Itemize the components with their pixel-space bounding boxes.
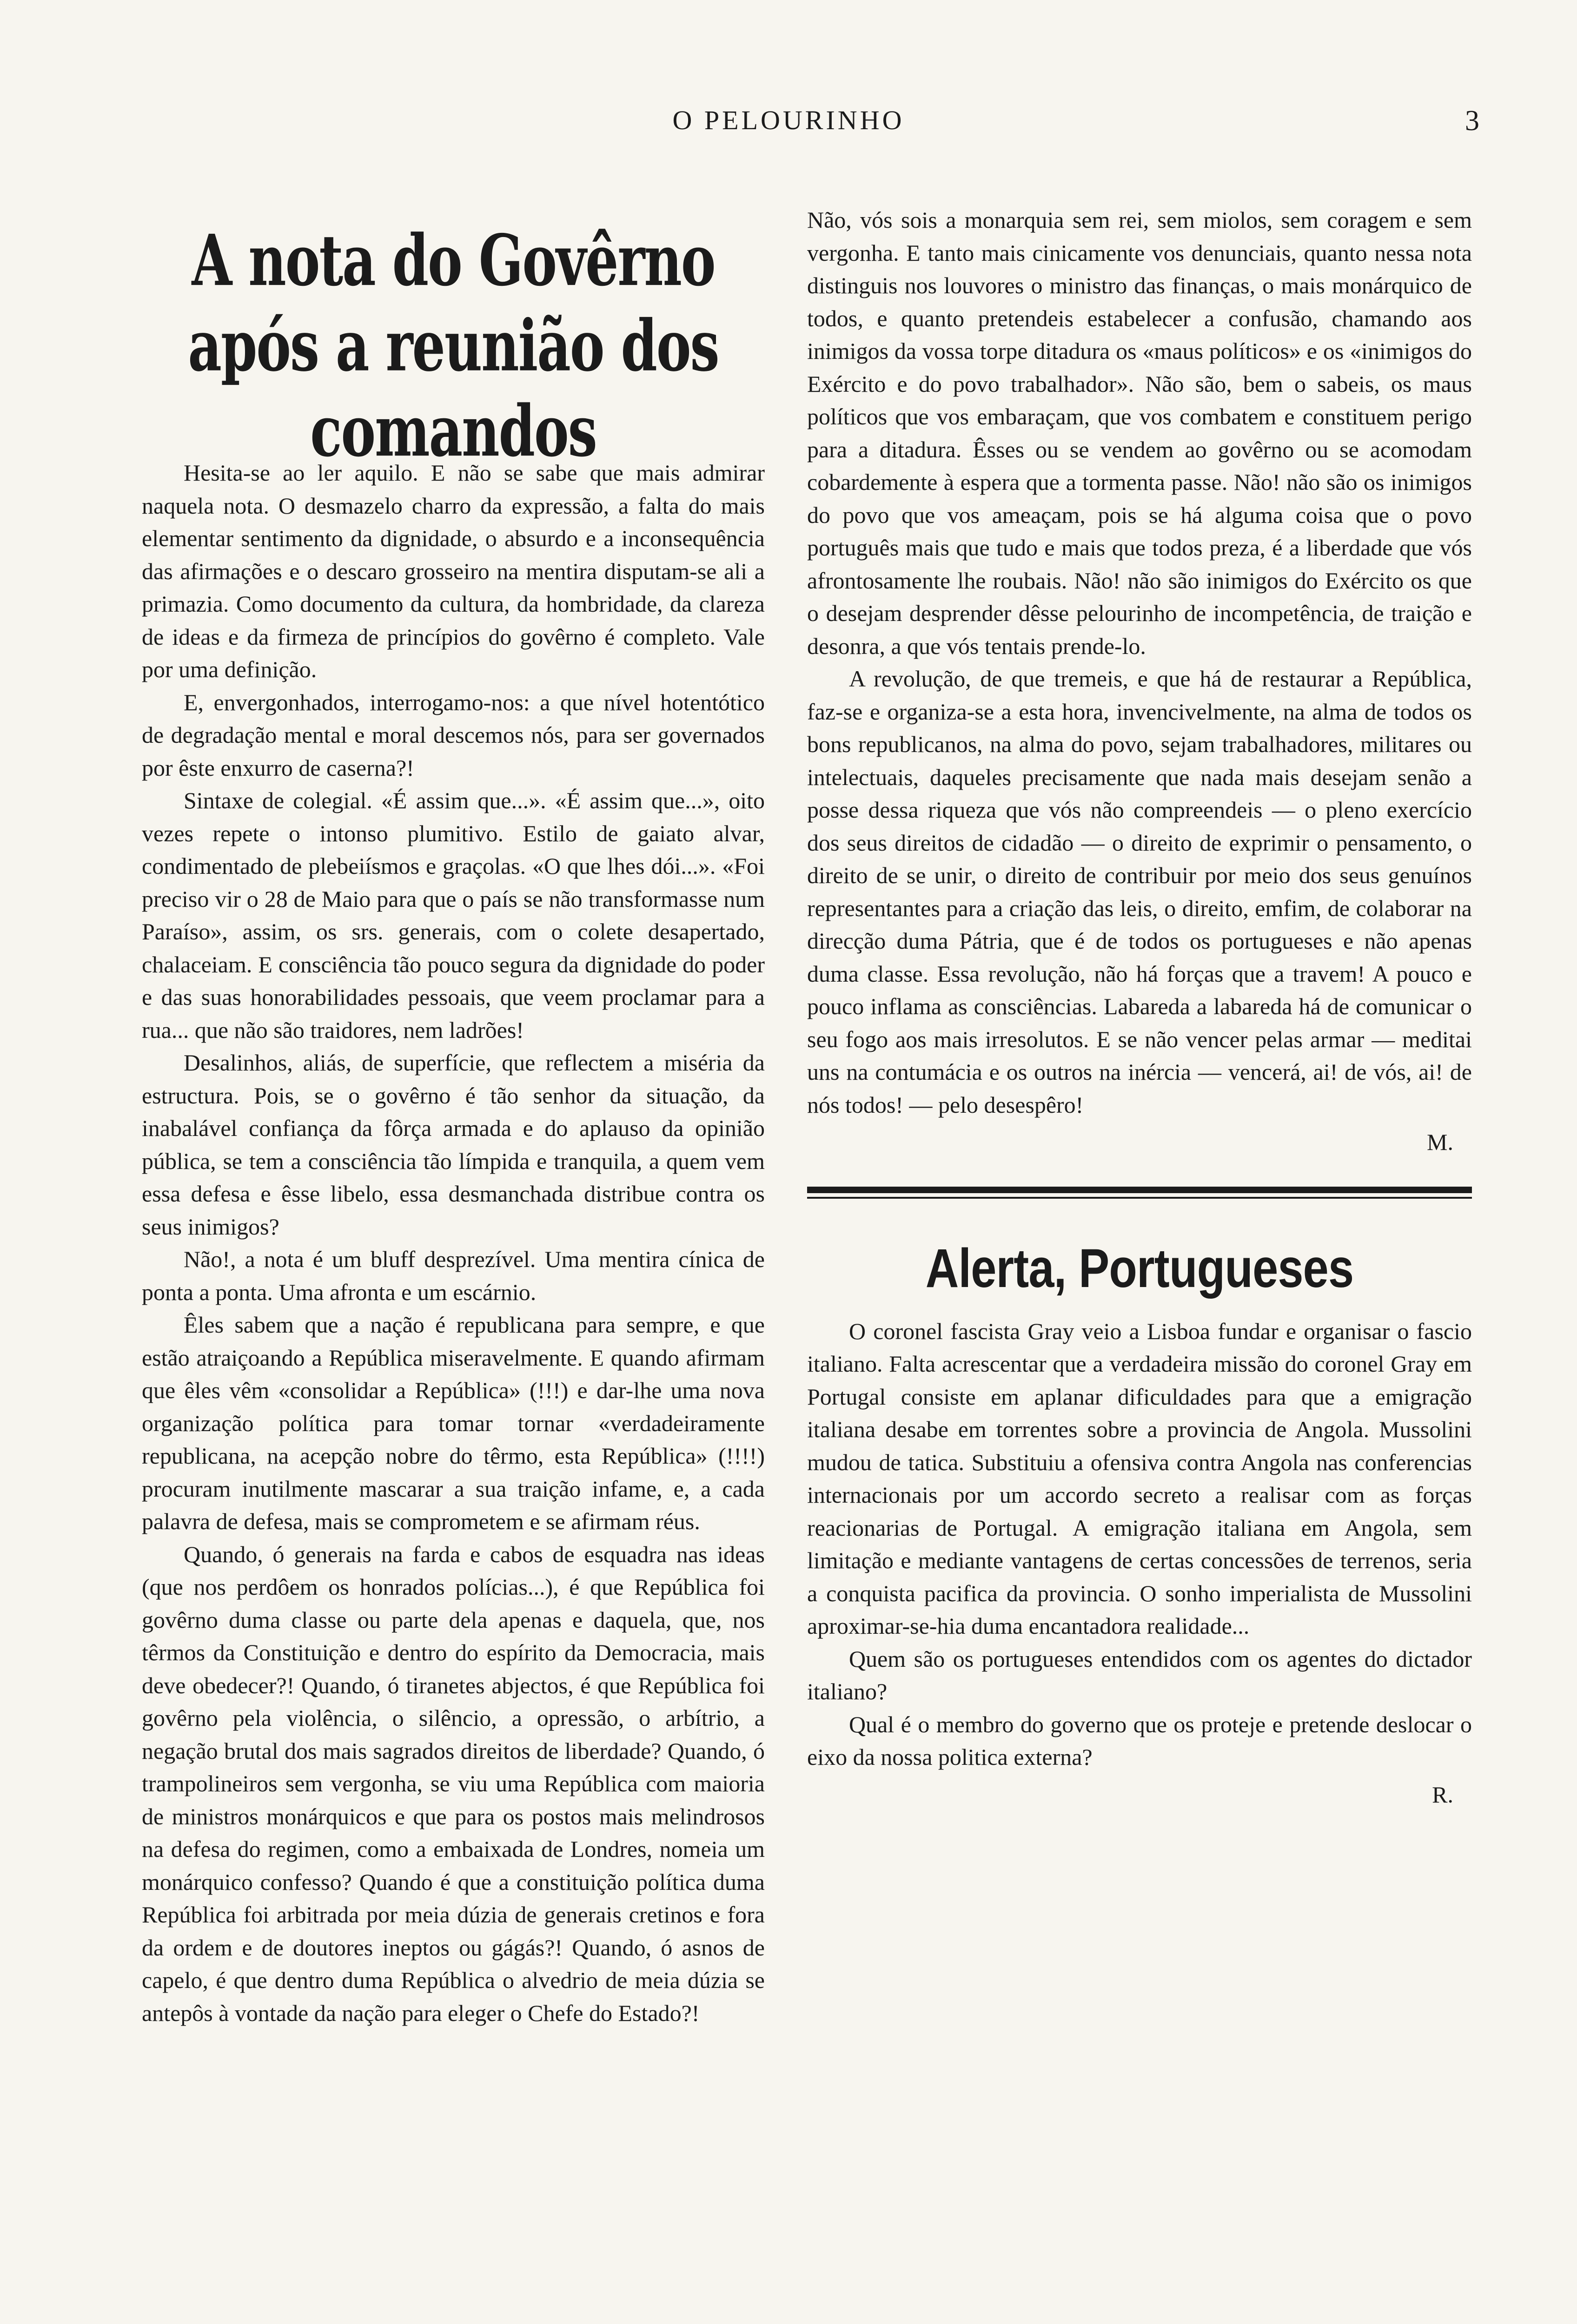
article1-paragraph: Êles sabem que a nação é republicana para sempre, e que estão atraiçoando a República miseravelmente. E quando afirmam que êles vêm «consolidar a República» (!!!) e dar-lhe uma nova organização política para tomar tornar «verdadeiramente republicana, na acepção nobre do têrmo, esta República» (!!!!) procuram inutilmente mascarar a sua traição infame, e, a cada palavra de defesa, mais se comprometem e se afirmam réus. (142, 1312, 765, 1534)
article2-paragraph: O coronel fascista Gray veio a Lisboa fundar e organisar o fascio italiano. Falta acrescentar que a verdadeira missão do coronel Gray em Portugal consiste em aplanar dificuldades para que a emigração italiana desabe em torrentes sobre a provincia de Angola. Mussolini mudou de tatica. Substituiu a ofensiva contra Angola nas conferencias internacionais por um accordo secreto a realisar com as forças reacionarias de Portugal. A emigração italiana em Angola, sem limitação e mediante vantagens de certas concessões de terrenos, seria a conquista pacifica da provincia. O sonho imperialista de Mussolini aproximar-se-hia duma encantadora realidade... (807, 1318, 1472, 1639)
article1-paragraph: Desalinhos, aliás, de superfície, que reflectem a miséria da estructura. Pois, se o govêrno é tão senhor da situação, da inabalável confiança da fôrça armada e do aplauso da opinião pública, se tem a consciência tão límpida e tranquila, a quem vem essa defesa e êsse libelo, essa desmanchada distribue contra os seus inimigos? (142, 1050, 765, 1240)
right-column (807, 204, 1472, 1811)
article1-paragraph-continued: Quando, ó generais na farda e cabos de esquadra nas ideas (que nos perdôem os honrados polícias...), é que República foi govêrno duma classe ou parte dela apenas e daquela, que, nos têrmos da Constituição e dentro do espírito da Democracia, mais deve obedecer?! Quando, ó tiranetes abjectos, é que República foi govêrno pela violência, o silêncio, a opressão, o arbítrio, a negação brutal dos mais sagrados direitos de liberdade? Quando, ó trampolineiros sem vergonha, se viu uma República com maioria de ministros monárquicos e que para os postos mais melindrosos na defesa do regimen, como a embaixada de Londres, nomeia um monárquico confesso? Quando é que a constituição política duma República foi arbitrada por meia dúzia de generais cretinos e fora da ordem e de doutores ineptos ou gágás?! Quando, ó asnos de capelo, é que dentro duma República o alvedrio de meia dúzia se antepôs à vontade da nação para eleger o Chefe do Estado?! (142, 1541, 765, 2026)
left-column (142, 200, 765, 2029)
divider-thick-rule (807, 1187, 1472, 1193)
article2-paragraph: Qual é o membro do governo que os proteje e pretende deslocar o eixo da nossa politica externa? (807, 1711, 1472, 1770)
running-title: O PELOURINHO (672, 105, 905, 135)
section-divider (807, 1187, 1472, 1199)
divider-thin-rule (807, 1197, 1472, 1199)
article2-signature: R. (1432, 1781, 1453, 1808)
article1-paragraph: Não, vós sois a monarquia sem rei, sem miolos, sem coragem e sem vergonha. E tanto mais cinicamente vos denunciais, quanto nessa nota distinguis nos louvores o ministro das finanças, o mais monárquico de todos, e quanto pretendeis estabelecer a confusão, chamando aos inimigos da vossa torpe ditadura os «maus políticos» e os «inimigos do Exército e do povo trabalhador». Não são, bem o sabeis, os maus políticos que vos embaraçam, que vos combatem e constituem perigo para a ditadura. Êsses ou se vendem ao govêrno ou se acomodam cobardemente à espera que a tormenta passe. Não! não são os inimigos do povo que vos ameaçam, pois se há alguma coisa que o povo português mais que tudo e mais que todos preza, é a liberdade que vós afrontosamente lhe roubais. Não! não são inimigos do Exército os que o desejam desprender dêsse pelourinho de incompetência, de traição e desonra, a que vós tentais prende-lo. (807, 207, 1472, 659)
article1-paragraph: Não!, a nota é um bluff desprezível. Uma mentira cínica de ponta a ponta. Uma afronta e um escárnio. (142, 1246, 765, 1305)
article1-signature: M. (1427, 1129, 1453, 1155)
article1-paragraph: A revolução, de que tremeis, e que há de restaurar a República, faz-se e organiza-se a esta hora, invencivelmente, na alma de todos os bons republicanos, na alma do povo, sejam trabalhadores, militares ou intelectuais, daqueles precisamente que nada mais desejam senão a posse dessa riqueza que vós não compreendeis — o pleno exercício dos seus direitos de cidadão — o direito de exprimir o pensamento, o direito de se unir, o direito de contribuir por meio dos seus genuínos representantes para a criação das leis, o direito, emfim, de colaborar na direcção duma Pátria, que é de todos os portugueses e não apenas duma classe. Essa revolução, não há forças que a travem! A pouco e pouco inflama as consciências. Labareda a labareda há de comunicar o seu fogo aos mais irresolutos. E se não vencer pelas armar — meditai uns na contumácia e os outros na inércia — vencerá, ai! de vós, ai! de nós todos! — pelo desespêro! (807, 666, 1472, 1118)
article2-headline: Alerta, Portugueses (925, 1237, 1354, 1299)
article2-paragraph: Quem são os portugueses entendidos com os agentes do dictador italiano? (807, 1645, 1472, 1704)
article1-paragraph: Sintaxe de colegial. «É assim que...». «É assim que...», oito vezes repete o intonso plumitivo. Estilo de gaiato alvar, condimentado de plebeiísmos e graçolas. «O que lhes dói...». «Foi preciso vir o 28 de Maio para que o país se não transformasse num Paraíso», assim, os srs. generais, com o colete desapertado, chalaceiam. E consciência tão pouco segura da dignidade do poder e das suas honorabilidades pessoais, que veem proclamar para a rua... que não são traidores, nem ladrões! (142, 787, 765, 1043)
article1-paragraph: Hesita-se ao ler aquilo. E não se sabe que mais admirar naquela nota. O desmazelo charro da expressão, a falta do mais elementar sentimento da dignidade, o absurdo e a inconsequência das afirmações e o descaro grosseiro na mentira disputam-se ali a primazia. Como documento da cultura, da hombridade, da clareza de ideas e da firmeza de princípios do govêrno é completo. Vale por uma definição. (142, 460, 765, 682)
article1-headline: A nota do Govêrno após a reunião dos comandos (188, 219, 719, 473)
article1-paragraph: E, envergonhados, interrogamo-nos: a que nível hotentótico de degradação mental e moral descemos nós, para ser governados por êste enxurro de caserna?! (142, 689, 765, 781)
page-header (0, 105, 1577, 146)
page-number: 3 (1465, 105, 1479, 137)
